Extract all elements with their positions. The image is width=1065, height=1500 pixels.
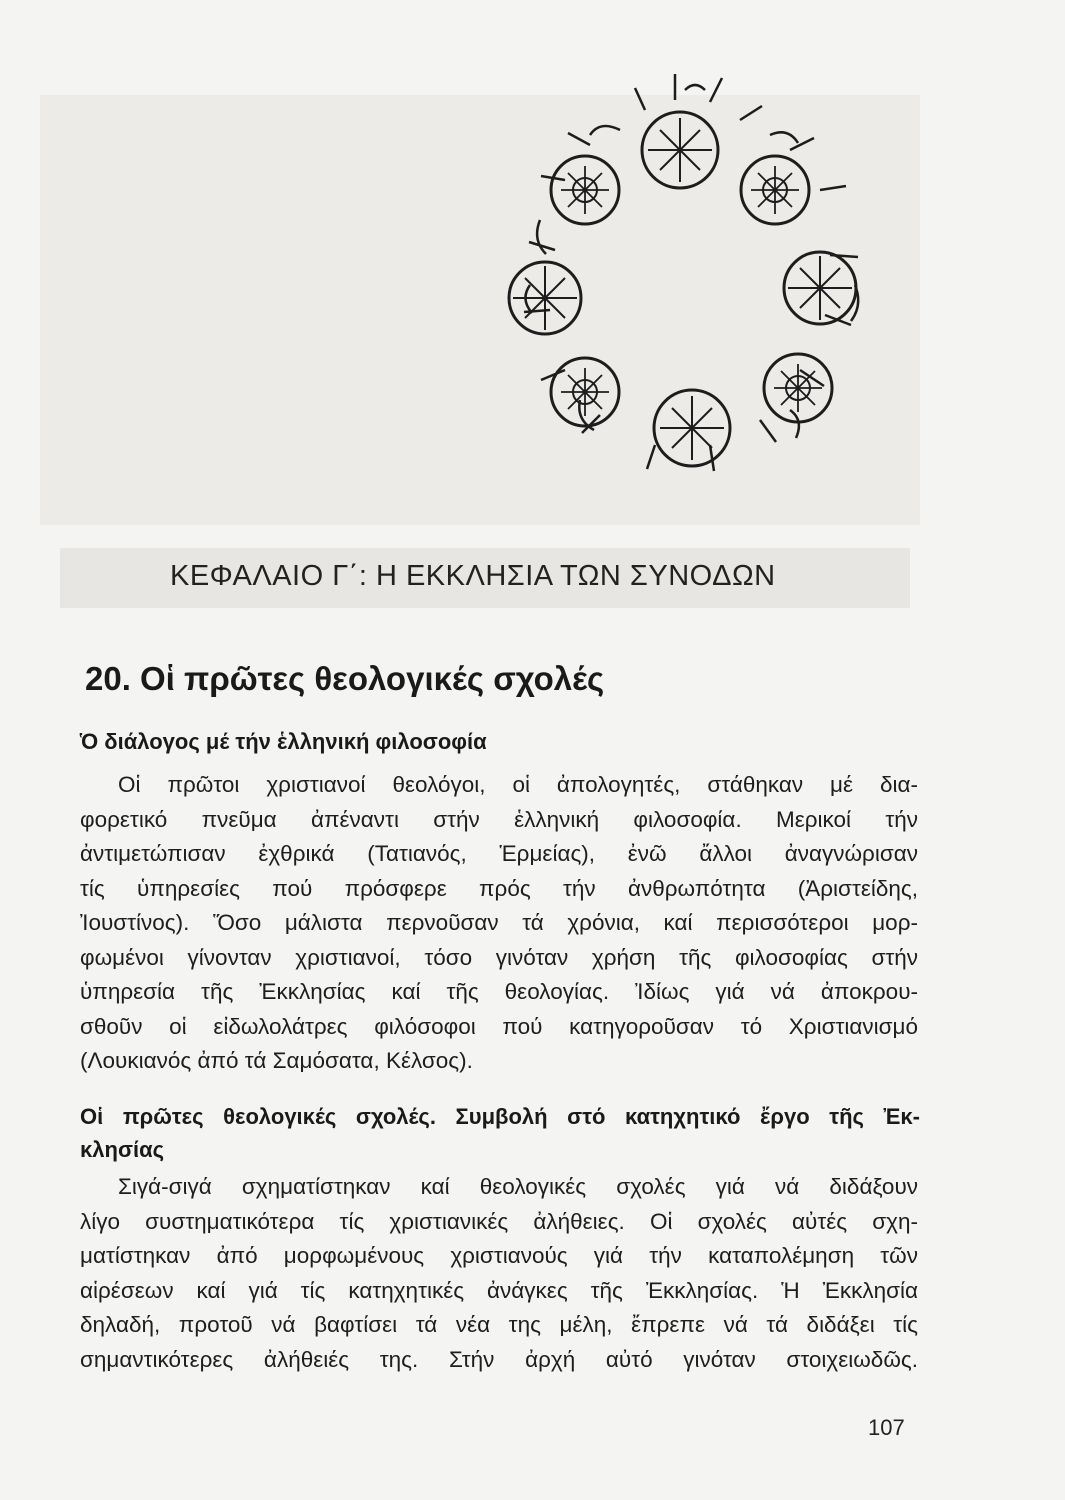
text-line: δηλαδή, προτοῦ νά βαφτίσει τά νέα της μέλη, ἔπρεπε νά τά διδάξει τίς <box>80 1312 918 1337</box>
medallion-bottom <box>654 390 730 466</box>
subheading-line: Οἱ πρῶτες θεολογικές σχολές. Συμβολή στό κατηχητικό ἔργο τῆς Ἐκ- <box>80 1104 920 1129</box>
text-line: ἀντιμετώπισαν ἐχθρικά (Τατιανός, Ἑρμείας), ἐνῶ ἄλλοι ἀναγνώρισαν <box>80 841 918 866</box>
page-number: 107 <box>868 1415 905 1440</box>
medallion-top <box>642 112 718 188</box>
medallion-left <box>509 262 581 334</box>
text-line: ματίστηκαν ἀπό μορφωμένους χριστιανούς γιά τήν καταπολέμηση τῶν <box>80 1243 918 1268</box>
text-line: φορετικό πνεῦμα ἀπέναντι στήν ἑλληνική φιλοσοφία. Μερικοί τήν <box>80 806 918 832</box>
text-line: αἱρέσεων καί γιά τίς κατηχητικές ἀνάγκες τῆς Ἐκκλησίας. Ἡ Ἐκκλησία <box>80 1277 918 1303</box>
text-line: φωμένοι γίνονταν χριστιανοί, τόσο γινόταν χρήση τῆς φιλοσοφίας στήν <box>80 944 918 970</box>
medallion-upper-left <box>551 156 619 224</box>
text-line: ὑπηρεσία τῆς Ἐκκλησίας καί τῆς θεολογίας. Ἰδίως γιά νά ἀποκρου- <box>80 979 918 1004</box>
medallion-lower-right <box>764 354 832 422</box>
text-line: Ἰουστίνος). Ὅσο μάλιστα περνοῦσαν τά χρόνια, καί περισσότεροι μορ- <box>80 910 918 935</box>
subheading-first-schools <box>80 1100 920 1166</box>
medallion-upper-right <box>741 156 809 224</box>
text-line: Οἱ πρῶτοι χριστιανοί θεολόγοι, οἱ ἀπολογητές, στάθηκαν μέ δια- <box>118 772 918 797</box>
text-line: λίγο συστηματικότερα τίς χριστιανικές ἀλήθειες. Οἱ σχολές αὐτές σχη- <box>80 1208 918 1234</box>
paragraph-first-schools <box>80 1170 918 1377</box>
paragraph-dialogue-philosophy <box>80 768 918 1079</box>
subheading-dialogue-philosophy: Ὁ διάλογος μέ τήν ἑλληνική φιλοσοφία <box>80 729 487 754</box>
text-line: σθοῦν οἱ εἰδωλολάτρες φιλόσοφοι πού κατηγοροῦσαν τό Χριστιανισμό <box>80 1013 918 1039</box>
section-title: 20. Οἱ πρῶτες θεολογικές σχολές <box>85 660 605 697</box>
text-line: τίς ὑπηρεσίες πού πρόσφερε πρός τήν ἀνθρωπότητα (Ἀριστείδης, <box>80 875 918 901</box>
medallion-lower-left <box>551 358 619 426</box>
text-line: (Λουκιανός ἀπό τά Σαμόσατα, Κέλσος). <box>80 1048 473 1073</box>
decorative-ring-ornament <box>470 70 920 510</box>
subheading-line: κλησίας <box>80 1137 165 1162</box>
chapter-title: ΚΕΦΑΛΑΙΟ Γ΄: Η ΕΚΚΛΗΣΙΑ ΤΩΝ ΣΥΝΟΔΩΝ <box>170 560 776 592</box>
medallion-right <box>784 252 856 324</box>
text-line: σημαντικότερες ἀλήθειές της. Στήν ἀρχή αὐτό γινόταν στοιχειωδῶς. <box>80 1346 918 1372</box>
text-line: Σιγά-σιγά σχηματίστηκαν καί θεολογικές σχολές γιά νά διδάξουν <box>118 1174 918 1199</box>
